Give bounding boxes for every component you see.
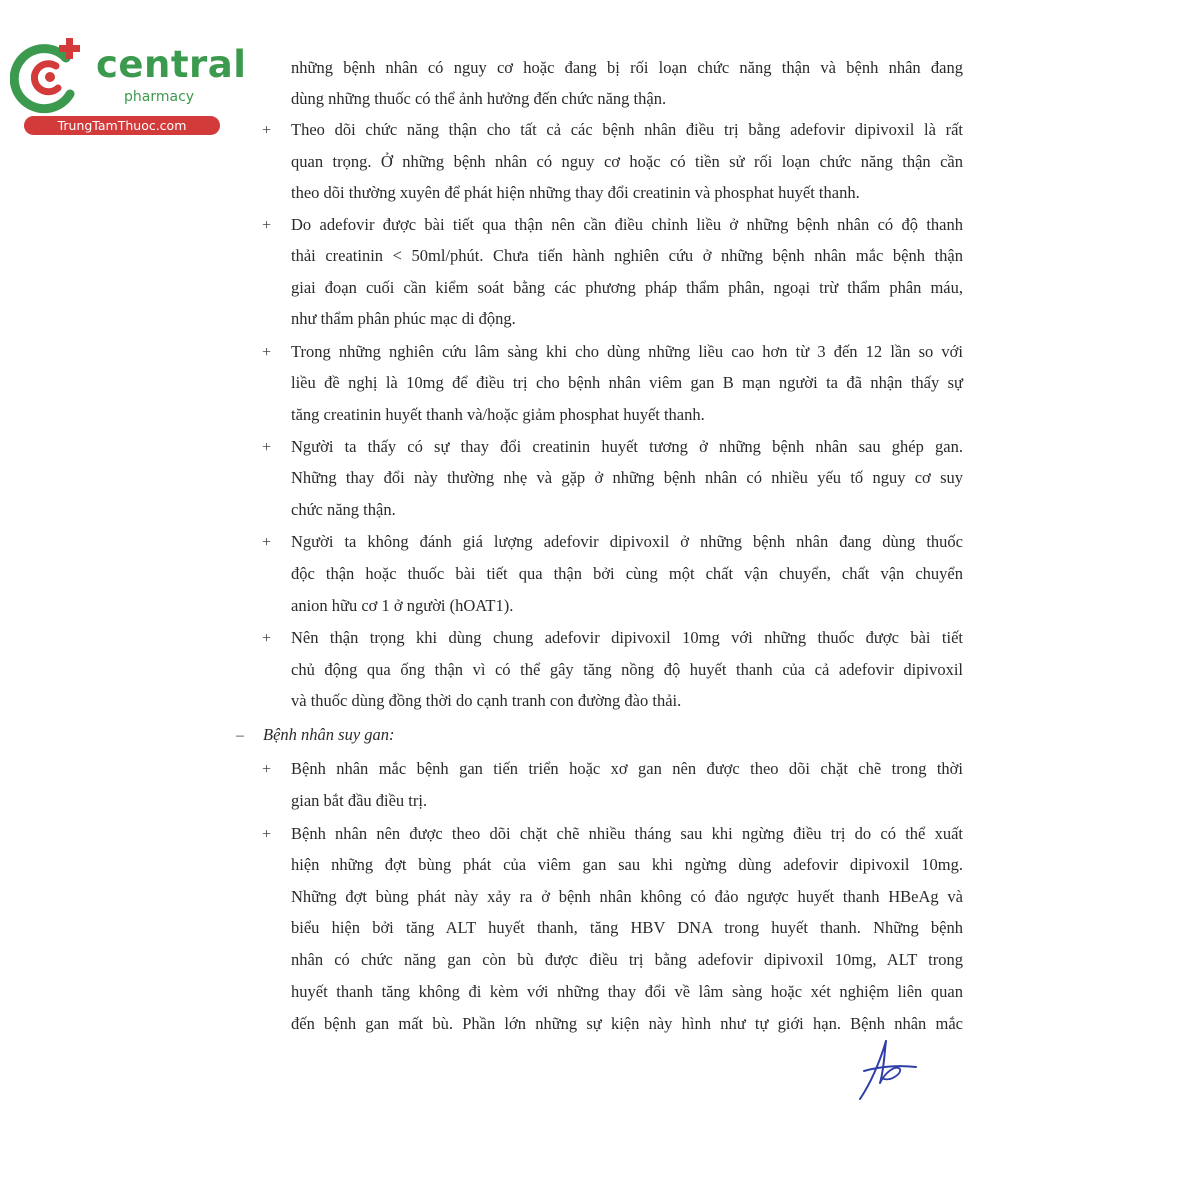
section-marker: – <box>236 727 244 744</box>
bullet-marker: + <box>262 630 272 647</box>
text-line: giai đoạn cuối cần kiểm soát bằng các phương pháp thẩm phân, ngoại trừ thẩm phân máu, <box>291 278 963 297</box>
text-line: Nên thận trọng khi dùng chung adefovir dipivoxil 10mg với những thuốc được bài tiết <box>291 628 963 647</box>
text-line: huyết thanh tăng không đi kèm với những thay đổi về lâm sàng hoặc xét nghiệm liên quan <box>291 982 963 1001</box>
text-line: liều đề nghị là 10mg để điều trị cho bệnh nhân viêm gan B mạn người ta đã nhận thấy sự <box>291 373 963 392</box>
signature-mark <box>850 1035 925 1103</box>
bullet-marker: + <box>262 761 272 778</box>
text-line: Người ta thấy có sự thay đổi creatinin huyết tương ở những bệnh nhân sau ghép gan. <box>291 437 963 456</box>
section-heading: Bệnh nhân suy gan: <box>263 725 395 744</box>
logo-website: TrungTamThuoc.com <box>24 116 220 135</box>
text-line: Theo dõi chức năng thận cho tất cả các bệnh nhân điều trị bằng adefovir dipivoxil là rất <box>291 120 963 139</box>
text-line: dùng những thuốc có thể ảnh hưởng đến chức năng thận. <box>291 89 667 108</box>
bullet-marker: + <box>262 122 272 139</box>
text-line: Trong những nghiên cứu lâm sàng khi cho dùng những liều cao hơn từ 3 đến 12 lần so với <box>291 342 963 361</box>
text-line: gian bắt đầu điều trị. <box>291 791 428 810</box>
text-line: biểu hiện bởi tăng ALT huyết thanh, tăng HBV DNA trong huyết thanh. Những bệnh <box>291 918 963 937</box>
logo-name: central <box>96 43 247 86</box>
text-line: anion hữu cơ 1 ở người (hOAT1). <box>291 596 514 615</box>
text-line: tăng creatinin huyết thanh và/hoặc giảm phosphat huyết thanh. <box>291 405 705 424</box>
text-line: quan trọng. Ở những bệnh nhân có nguy cơ hoặc có tiền sử rối loạn chức năng thận cần <box>291 152 963 171</box>
text-line: độc thận hoặc thuốc bài tiết qua thận bởi cùng một chất vận chuyển, chất vận chuyển <box>291 564 963 583</box>
bullet-marker: + <box>262 344 272 361</box>
text-line: Bệnh nhân mắc bệnh gan tiến triển hoặc xơ gan nên được theo dõi chặt chẽ trong thời <box>291 759 963 778</box>
text-line: những bệnh nhân có nguy cơ hoặc đang bị rối loạn chức năng thận và bệnh nhân đang <box>291 58 963 77</box>
text-line: theo dõi thường xuyên để phát hiện những thay đổi creatinin và phosphat huyết thanh. <box>291 183 860 202</box>
text-line: Những đợt bùng phát này xảy ra ở bệnh nhân không có đảo ngược huyết thanh HBeAg và <box>291 887 963 906</box>
text-line: hiện những đợt bùng phát của viêm gan sau khi ngừng dùng adefovir dipivoxil 10mg. <box>291 855 963 874</box>
text-line: Bệnh nhân nên được theo dõi chặt chẽ nhiều tháng sau khi ngừng điều trị do có thể xuất <box>291 824 963 843</box>
text-line: như thẩm phân phúc mạc di động. <box>291 309 516 328</box>
logo-subtitle: pharmacy <box>124 89 195 105</box>
text-line: chủ động qua ống thận vì có thể gây tăng nồng độ huyết thanh của cả adefovir dipivoxil <box>291 660 963 679</box>
bullet-marker: + <box>262 826 272 843</box>
text-line: và thuốc dùng đồng thời do cạnh tranh con đường đào thải. <box>291 691 682 710</box>
text-line: Người ta không đánh giá lượng adefovir dipivoxil ở những bệnh nhân đang dùng thuốc <box>291 532 963 551</box>
text-line: chức năng thận. <box>291 500 396 519</box>
text-line: Do adefovir được bài tiết qua thận nên cần điều chỉnh liều ở những bệnh nhân có độ thanh <box>291 215 963 234</box>
text-line: thải creatinin < 50ml/phút. Chưa tiến hành nghiên cứu ở những bệnh nhân mắc bệnh thận <box>291 246 963 265</box>
text-line: nhân có chức năng gan còn bù được điều trị bằng adefovir dipivoxil 10mg, ALT trong <box>291 950 963 969</box>
bullet-marker: + <box>262 217 272 234</box>
text-line: đến bệnh gan mất bù. Phần lớn những sự kiện này hình như tự giới hạn. Bệnh nhân mắc <box>291 1014 963 1033</box>
bullet-marker: + <box>262 439 272 456</box>
bullet-marker: + <box>262 534 272 551</box>
text-line: Những thay đổi này thường nhẹ và gặp ở những bệnh nhân có nhiều yếu tố nguy cơ suy <box>291 468 963 487</box>
